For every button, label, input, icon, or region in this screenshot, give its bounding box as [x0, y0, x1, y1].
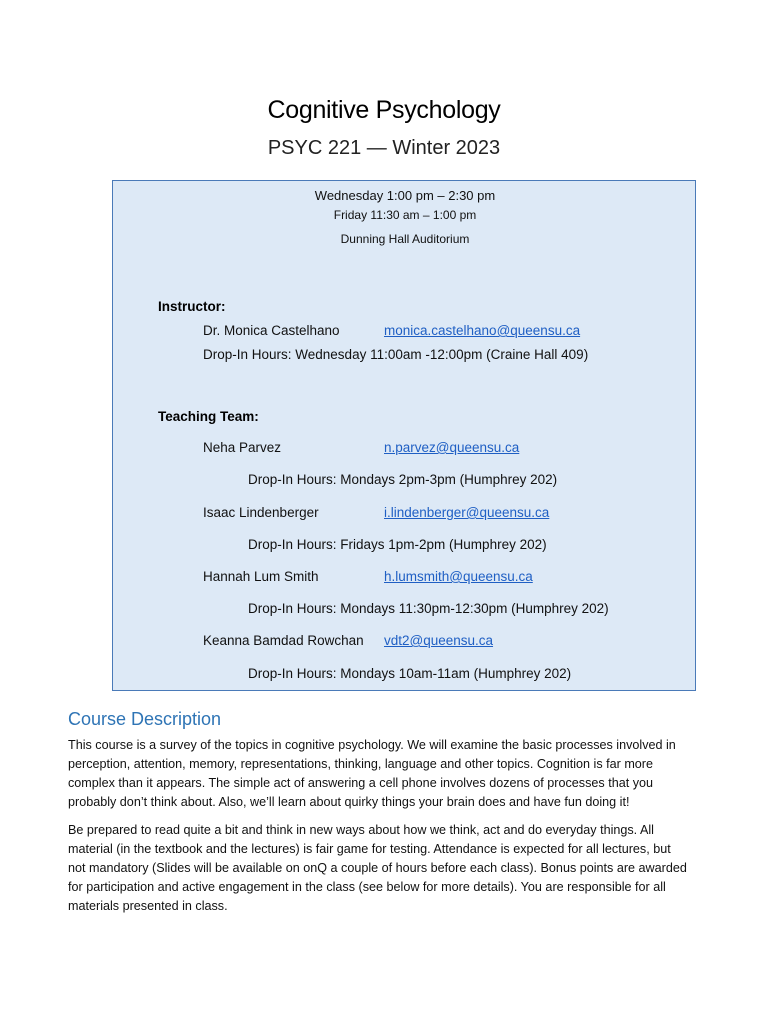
team-member-email-link[interactable]: vdt2@queensu.ca [384, 633, 494, 648]
course-description-heading: Course Description [68, 709, 222, 729]
team-member-drop-in-hours: Drop-In Hours: Mondays 2pm-3pm (Humphrey 202) [248, 472, 558, 487]
course-info-box [112, 180, 696, 691]
team-member-name: Hannah Lum Smith [203, 569, 319, 584]
team-member-email-link[interactable]: h.lumsmith@queensu.ca [384, 569, 533, 584]
team-member-email-link[interactable]: i.lindenberger@queensu.ca [384, 505, 550, 520]
team-member-name: Neha Parvez [203, 440, 282, 455]
team-member-email-link[interactable]: n.parvez@queensu.ca [384, 440, 520, 455]
instructor-name: Dr. Monica Castelhano [203, 323, 340, 338]
team-member-drop-in-hours: Drop-In Hours: Fridays 1pm-2pm (Humphrey 202) [248, 537, 547, 552]
course-description-paragraph: Be prepared to read quite a bit and think in new ways about how we think, act and do everyday things. All material (in the textbook and the lectures) is fair game for testing. Attendance is expected for all lectures, but not mandatory (Slides will be available on onQ a couple of hours before each class). Bonus points are awarded for participation and active engagement in the class (see below for more details). You are responsible for all materials presented in class. [68, 823, 687, 913]
course-code-term: PSYC 221 — Winter 2023 [267, 137, 501, 159]
course-description-paragraph: This course is a survey of the topics in cognitive psychology. We will examine the basic processes involved in perception, attention, memory, representations, thinking, language and other topics. Cognition is far more complex than it appears. The simple act of answering a cell phone involves dozens of processes that you probably don’t think about. Also, we’ll learn about quirky things your brain does and have fun doing it! [68, 738, 676, 809]
instructor-drop-in-hours: Drop-In Hours: Wednesday 11:00am -12:00pm (Craine Hall 409) [203, 347, 589, 362]
teaching-team-label: Teaching Team: [158, 409, 259, 424]
schedule-wednesday: Wednesday 1:00 pm – 2:30 pm [314, 188, 496, 203]
instructor-email-link[interactable]: monica.castelhano@queensu.ca [384, 323, 581, 338]
team-member-drop-in-hours: Drop-In Hours: Mondays 10am-11am (Humphrey 202) [248, 666, 572, 681]
instructor-label: Instructor: [158, 299, 226, 314]
page-title: Cognitive Psychology [267, 96, 501, 124]
schedule-friday: Friday 11:30 am – 1:00 pm [333, 208, 477, 222]
team-member-drop-in-hours: Drop-In Hours: Mondays 11:30pm-12:30pm (Humphrey 202) [248, 601, 609, 616]
team-member-name: Isaac Lindenberger [203, 505, 319, 520]
class-location: Dunning Hall Auditorium [340, 232, 470, 246]
team-member-name: Keanna Bamdad Rowchan [203, 633, 364, 648]
